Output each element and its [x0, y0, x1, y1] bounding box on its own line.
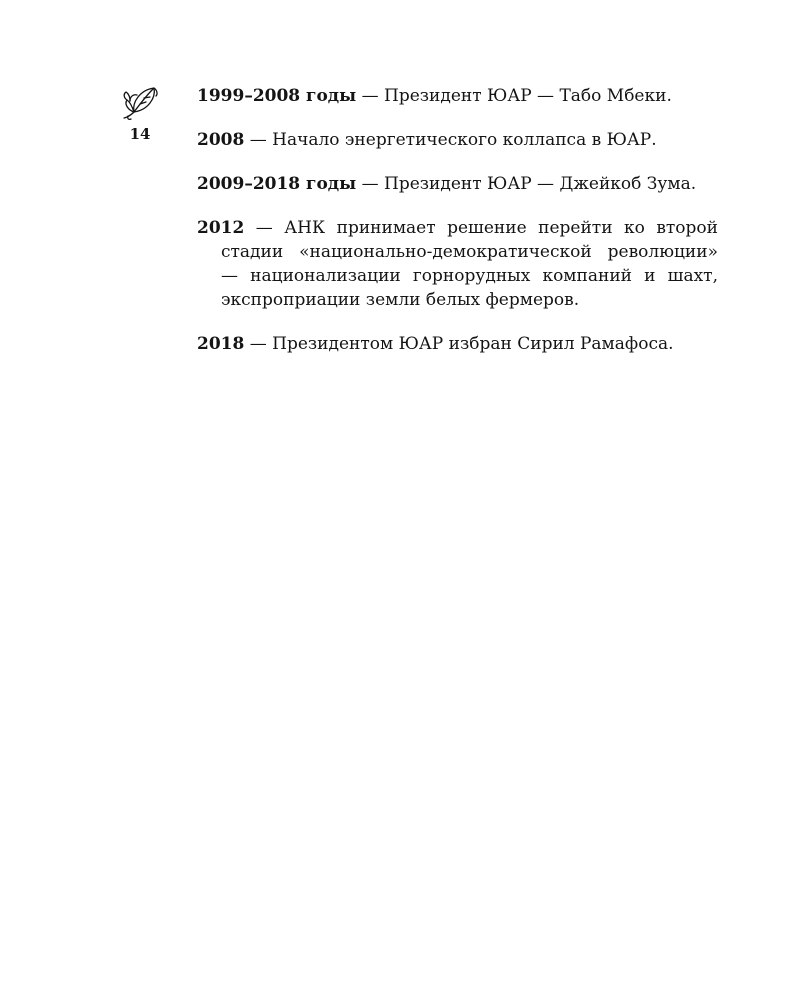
entry-year: 2009–2018 годы [197, 174, 357, 194]
entry-year: 2018 [197, 334, 245, 354]
page-number: 14 [129, 125, 151, 143]
entry-text: — Президент ЮАР — Джейкоб Зума. [356, 174, 697, 194]
entry-text: — АНК принимает решение перейти ко второй стадии «национально-демократической революции» — национализации горнорудных компаний и шахт, экспроприации земли белых фермеров. [221, 218, 718, 310]
chronology-entry [197, 332, 718, 356]
flower-ornament-icon [118, 82, 162, 122]
entry-text: — Президентом ЮАР избран Сирил Рамафоса. [244, 334, 674, 354]
chronology-entry [197, 216, 718, 312]
chronology-entry [197, 172, 718, 196]
chronology-entry [197, 84, 718, 108]
entry-year: 1999–2008 годы [197, 86, 357, 106]
entry-text: — Президент ЮАР — Табо Мбеки. [356, 86, 672, 106]
page-header-mark [112, 82, 168, 142]
chronology-entry [197, 128, 718, 152]
entry-year: 2008 [197, 130, 245, 150]
chronology-list [197, 84, 718, 376]
entry-year: 2012 [197, 218, 245, 238]
entry-text: — Начало энергетического коллапса в ЮАР. [244, 130, 657, 150]
